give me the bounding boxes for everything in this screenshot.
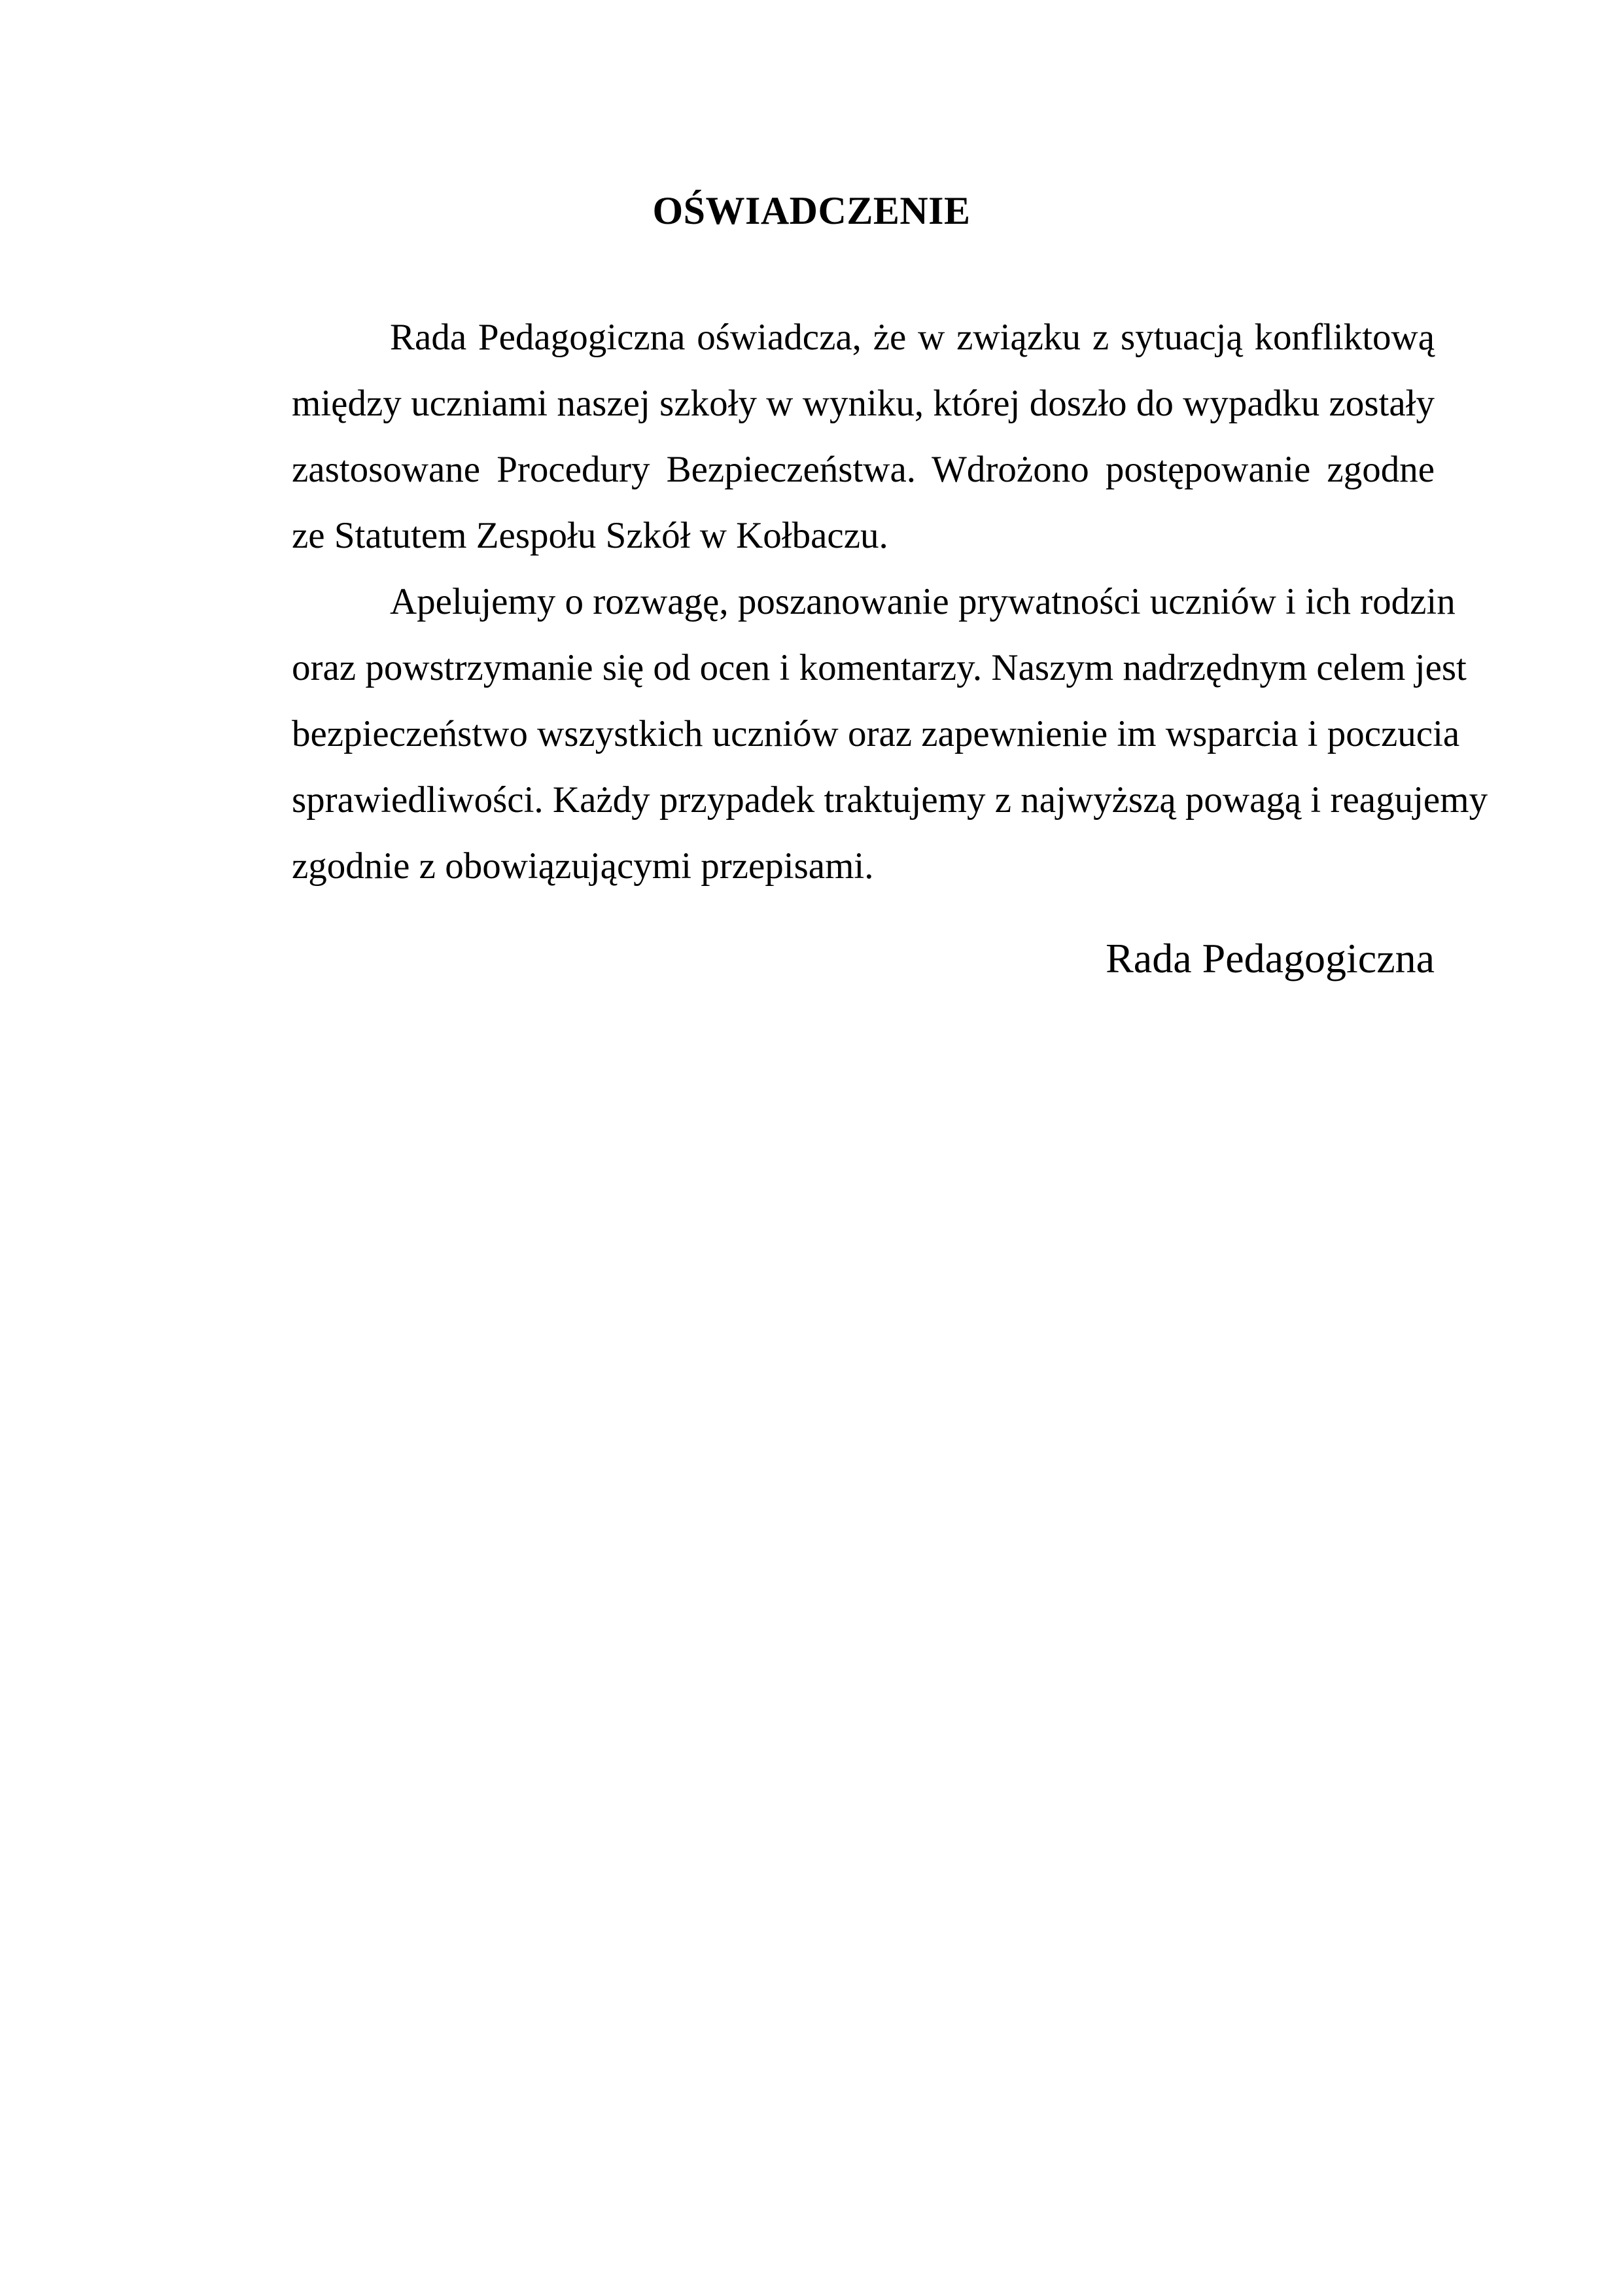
paragraph-statement (194, 304, 1435, 569)
paragraph-line: Apelujemy o rozwagę, poszanowanie prywatności uczniów i ich rodzin (390, 581, 1456, 622)
paragraph-line: zgodnie z obowiązującymi przepisami. (292, 845, 874, 887)
paragraph-line: między uczniami naszej szkoły w wyniku, której doszło do wypadku zostały (292, 383, 1435, 424)
paragraph-line: Rada Pedagogiczna oświadcza, że w związku z sytuacją konfliktową (390, 317, 1435, 358)
paragraph-line: bezpieczeństwo wszystkich uczniów oraz zapewnienie im wsparcia i poczucia (292, 713, 1460, 754)
paragraph-line: zastosowane Procedury Bezpieczeństwa. Wdrożono postępowanie zgodne (292, 449, 1435, 490)
paragraph-line: sprawiedliwości. Każdy przypadek traktujemy z najwyższą powagą i reagujemy (292, 779, 1488, 821)
paragraph-appeal (194, 569, 1488, 899)
document-body (194, 304, 1488, 899)
paragraph-line: oraz powstrzymanie się od ocen i komentarzy. Naszym nadrzędnym celem jest (292, 647, 1467, 688)
paragraph-line: ze Statutem Zespołu Szkół w Kołbaczu. (292, 515, 888, 556)
signature: Rada Pedagogiczna (1106, 935, 1435, 981)
document-title: OŚWIADCZENIE (652, 189, 971, 232)
